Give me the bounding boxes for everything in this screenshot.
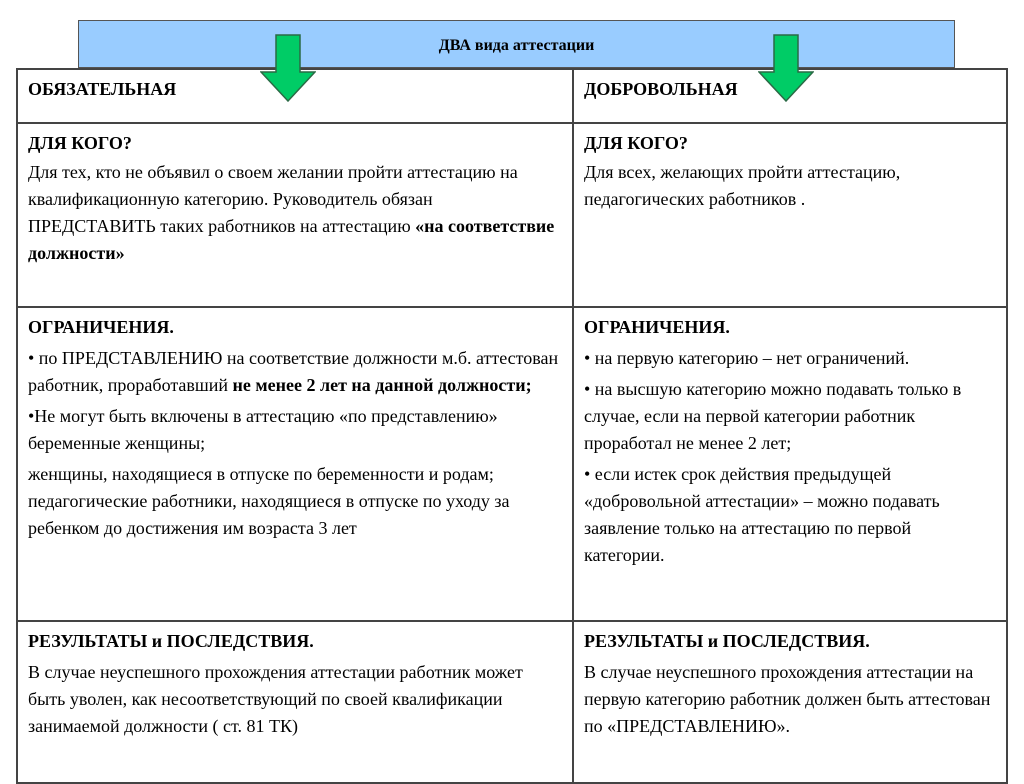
results-mandatory-cell xyxy=(17,621,573,783)
limits-voluntary-cell xyxy=(573,307,1007,621)
limits-row xyxy=(17,307,1007,621)
arrow-down-icon xyxy=(758,34,814,102)
limits-voluntary-p3: • если истек срок действия предыдущей «добровольной аттестации» – можно подавать заявление только на аттестацию по первой категории. xyxy=(584,464,940,565)
limits-mandatory-p2: •Не могут быть включены в аттестацию «по представлению» беременные женщины; xyxy=(28,406,498,453)
who-voluntary-cell xyxy=(573,123,1007,307)
limits-mandatory-p3: женщины, находящиеся в отпуске по беременности и родам; педагогические работники, находящиеся в отпуске по уходу за ребенком до достижения им возраста 3 лет xyxy=(28,464,510,538)
limits-voluntary-title: ОГРАНИЧЕНИЯ. xyxy=(584,317,730,337)
results-voluntary-title: РЕЗУЛЬТАТЫ и ПОСЛЕДСТВИЯ. xyxy=(584,631,870,651)
limits-mandatory-title: ОГРАНИЧЕНИЯ. xyxy=(28,317,174,337)
header-voluntary: ДОБРОВОЛЬНАЯ xyxy=(573,69,1007,123)
who-mandatory-text: Для тех, кто не объявил о своем желании пройти аттестацию на квалификационную категорию. Руководитель обязан ПРЕДСТАВИТЬ таких работников на аттестацию xyxy=(28,162,518,236)
limits-mandatory-cell xyxy=(17,307,573,621)
results-voluntary-text: В случае неуспешного прохождения аттестации на первую категорию работник должен быть аттестован по «ПРЕДСТАВЛЕНИЮ». xyxy=(584,662,991,736)
results-mandatory-text: В случае неуспешного прохождения аттестации работник может быть уволен, как несоответствующий по своей квалификации занимаемой должности ( ст. 81 ТК) xyxy=(28,662,523,736)
limits-voluntary-p2: • на высшую категорию можно подавать только в случае, если на первой категории работник проработал не менее 2 лет; xyxy=(584,379,962,453)
who-mandatory-bold: «на соответствие должности» xyxy=(28,216,555,263)
results-voluntary-cell xyxy=(573,621,1007,783)
who-row xyxy=(17,123,1007,307)
results-row xyxy=(17,621,1007,783)
header-row xyxy=(17,69,1007,123)
who-mandatory-cell xyxy=(17,123,573,307)
page-title: ДВА вида аттестации xyxy=(438,37,595,54)
limits-voluntary-p1: • на первую категорию – нет ограничений. xyxy=(584,348,910,368)
limits-mandatory-p1-text: • по ПРЕДСТАВЛЕНИЮ на соответствие должности м.б. аттестован работник, проработавший xyxy=(28,348,559,395)
header-mandatory: ОБЯЗАТЕЛЬНАЯ xyxy=(17,69,573,123)
attestation-table xyxy=(16,68,1008,784)
who-voluntary-text: Для всех, желающих пройти аттестацию, педагогических работников . xyxy=(584,162,901,209)
arrow-down-icon xyxy=(260,34,316,102)
results-mandatory-title: РЕЗУЛЬТАТЫ и ПОСЛЕДСТВИЯ. xyxy=(28,631,314,651)
who-voluntary-title: ДЛЯ КОГО? xyxy=(584,133,688,153)
who-mandatory-title: ДЛЯ КОГО? xyxy=(28,133,132,153)
title-banner xyxy=(78,20,955,68)
limits-mandatory-p1 xyxy=(28,345,562,399)
limits-mandatory-p1-bold: не менее 2 лет на данной должности; xyxy=(232,375,532,395)
